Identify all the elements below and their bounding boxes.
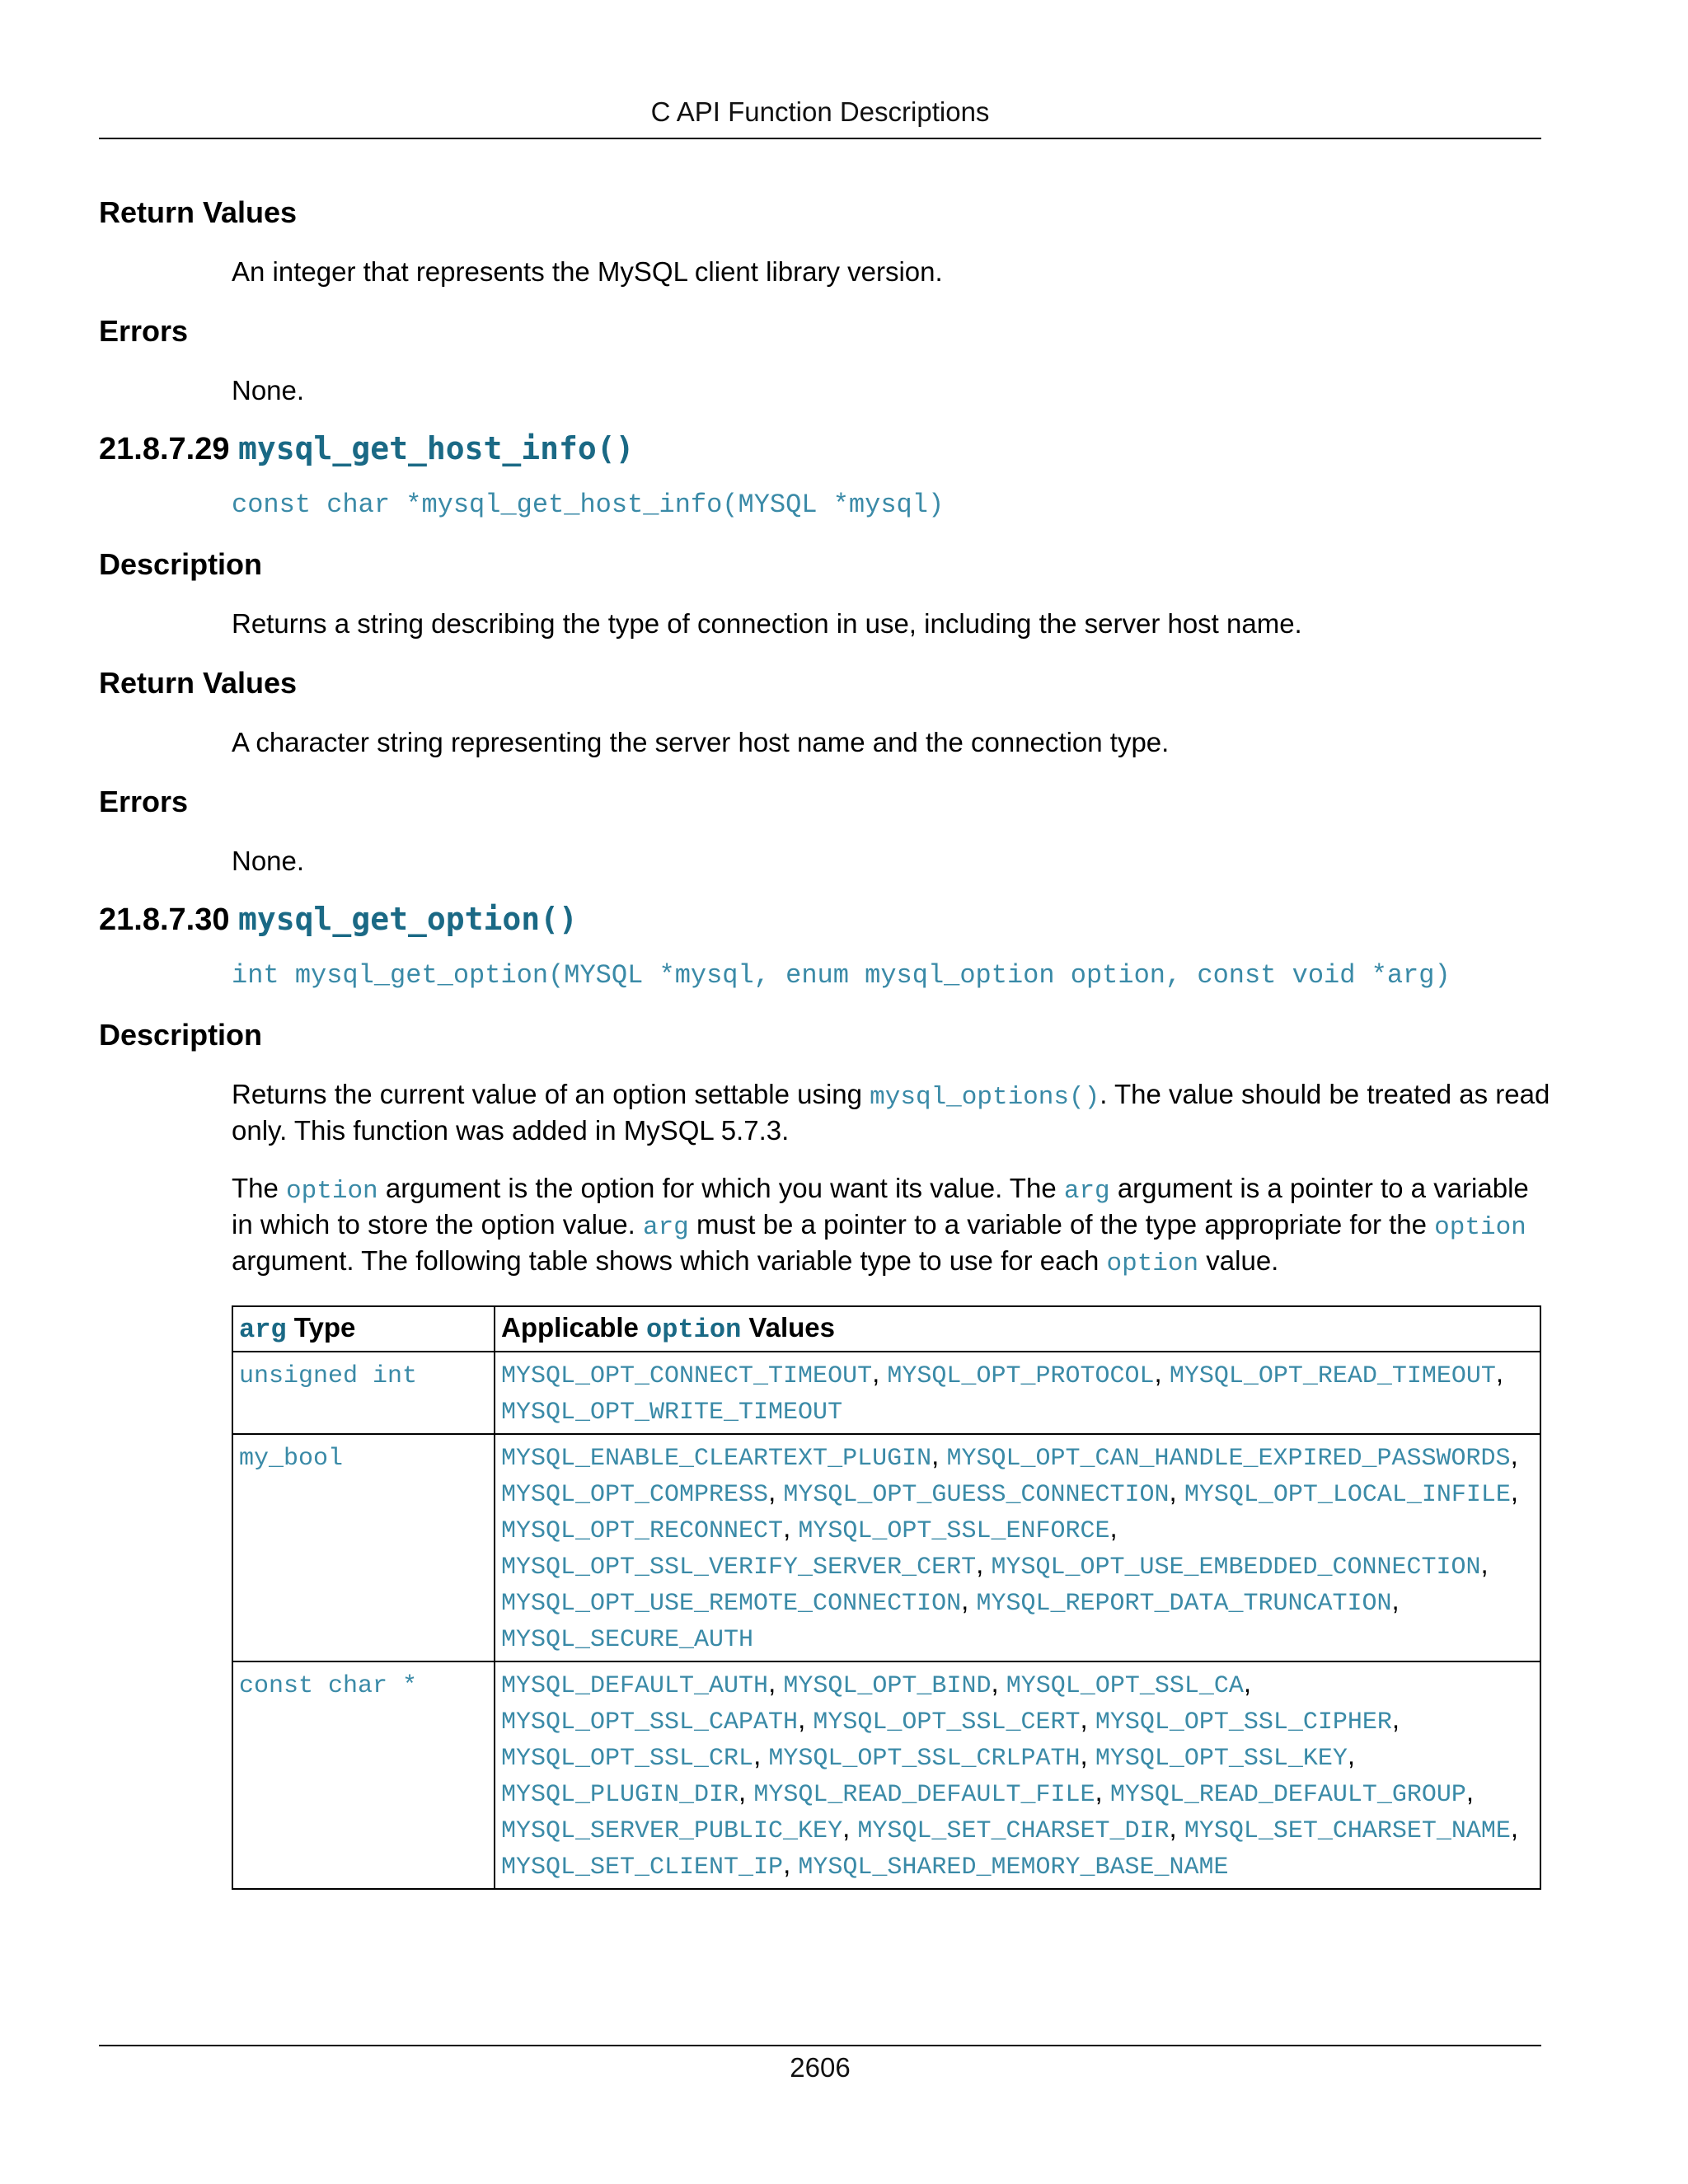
- option-values-cell: MYSQL_OPT_CONNECT_TIMEOUT, MYSQL_OPT_PROTOCOL, MYSQL_OPT_READ_TIMEOUT, MYSQL_OPT_WRITE_TIMEOUT: [495, 1352, 1540, 1434]
- table-header-arg-type: arg Type: [232, 1306, 495, 1352]
- function-signature: int mysql_get_option(MYSQL *mysql, enum mysql_option option, const void *arg): [232, 960, 1451, 991]
- inline-code: option: [1106, 1249, 1199, 1278]
- section-number: 21.8.7.30: [99, 902, 230, 937]
- arg-type: unsigned int: [239, 1362, 418, 1390]
- option-value: MYSQL_PLUGIN_DIR: [501, 1781, 739, 1809]
- option-value: MYSQL_OPT_PROTOCOL: [887, 1362, 1155, 1390]
- arg-type: const char *: [239, 1672, 418, 1700]
- section-title-get-option: [99, 899, 1541, 940]
- option-value: MYSQL_OPT_SSL_ENFORCE: [798, 1517, 1110, 1545]
- option-value: MYSQL_OPT_RECONNECT: [501, 1517, 784, 1545]
- option-value: MYSQL_READ_DEFAULT_FILE: [753, 1781, 1095, 1809]
- option-value: MYSQL_SET_CHARSET_DIR: [857, 1817, 1170, 1845]
- option-values-cell: MYSQL_ENABLE_CLEARTEXT_PLUGIN, MYSQL_OPT_CAN_HANDLE_EXPIRED_PASSWORDS, MYSQL_OPT_COMPRESS, MYSQL_OPT_GUESS_CONNECTION, MYSQL_OPT_LOCAL_INFILE, MYSQL_OPT_RECONNECT, MYSQL_OPT_SSL_ENFORCE, MYSQL_OPT_SSL_VERIFY_SERVER_CERT, MYSQL_OPT_USE_EMBEDDED_CONNECTION, MYSQL_OPT_USE_REMOTE_CONNECTION, MYSQL_REPORT_DATA_TRUNCATION, MYSQL_SECURE_AUTH: [495, 1434, 1540, 1661]
- option-value: MYSQL_OPT_SSL_CERT: [813, 1708, 1081, 1736]
- arg-type-cell: [232, 1352, 495, 1434]
- option-value: MYSQL_OPT_GUESS_CONNECTION: [783, 1481, 1170, 1509]
- description-heading: Description: [99, 547, 263, 581]
- option-value: MYSQL_OPT_SSL_CIPHER: [1095, 1708, 1392, 1736]
- table-header-row: [232, 1306, 1540, 1352]
- option-value: MYSQL_ENABLE_CLEARTEXT_PLUGIN: [501, 1445, 932, 1473]
- section-function-name: mysql_get_host_info(): [238, 430, 635, 466]
- option-value: MYSQL_OPT_USE_REMOTE_CONNECTION: [501, 1590, 962, 1618]
- function-signature: const char *mysql_get_host_info(MYSQL *mysql): [232, 490, 945, 520]
- return-values-heading: Return Values: [99, 195, 298, 229]
- header-rule: [99, 138, 1541, 139]
- option-value: MYSQL_OPT_SSL_KEY: [1095, 1745, 1348, 1773]
- option-value: MYSQL_OPT_USE_EMBEDDED_CONNECTION: [991, 1554, 1481, 1582]
- option-value: MYSQL_OPT_SSL_CRLPATH: [768, 1745, 1081, 1773]
- option-value: MYSQL_REPORT_DATA_TRUNCATION: [976, 1590, 1392, 1618]
- return-values-heading: Return Values: [99, 666, 298, 700]
- option-value: MYSQL_OPT_WRITE_TIMEOUT: [501, 1399, 843, 1427]
- inline-code: option: [286, 1177, 378, 1206]
- option-value: MYSQL_OPT_BIND: [783, 1672, 992, 1700]
- page-content: [99, 194, 1550, 1890]
- errors-text: None.: [232, 375, 305, 405]
- table-row: [232, 1352, 1540, 1434]
- option-value: MYSQL_OPT_SSL_CRL: [501, 1745, 754, 1773]
- description-paragraph-1: Returns the current value of an option settable using mysql_options(). The value should be treated as read only. This function was added in MySQL 5.7.3.: [232, 1079, 1550, 1146]
- arg-type-cell: [232, 1661, 495, 1889]
- inline-code: arg: [642, 1213, 689, 1242]
- option-value: MYSQL_OPT_READ_TIMEOUT: [1169, 1362, 1496, 1390]
- option-value: MYSQL_SERVER_PUBLIC_KEY: [501, 1817, 843, 1845]
- errors-text: None.: [232, 846, 305, 876]
- option-type-table: [232, 1305, 1541, 1890]
- table-row: [232, 1661, 1540, 1889]
- option-value: MYSQL_OPT_LOCAL_INFILE: [1184, 1481, 1511, 1509]
- option-value: MYSQL_DEFAULT_AUTH: [501, 1672, 769, 1700]
- page-number: 2606: [790, 2052, 851, 2083]
- option-value: MYSQL_SET_CHARSET_NAME: [1184, 1817, 1511, 1845]
- option-value: MYSQL_OPT_COMPRESS: [501, 1481, 769, 1509]
- option-value: MYSQL_READ_DEFAULT_GROUP: [1109, 1781, 1466, 1809]
- return-values-text: A character string representing the server host name and the connection type.: [232, 727, 1170, 757]
- option-value: MYSQL_OPT_SSL_CA: [1006, 1672, 1244, 1700]
- running-header: C API Function Descriptions: [650, 96, 990, 127]
- description-text: Returns a string describing the type of connection in use, including the server host name.: [232, 608, 1302, 639]
- option-value: MYSQL_SECURE_AUTH: [501, 1626, 754, 1654]
- option-value: MYSQL_OPT_SSL_VERIFY_SERVER_CERT: [501, 1554, 977, 1582]
- option-value: MYSQL_OPT_CAN_HANDLE_EXPIRED_PASSWORDS: [946, 1445, 1511, 1473]
- table-header-option-values: Applicable option Values: [495, 1306, 1540, 1352]
- option-values-cell: MYSQL_DEFAULT_AUTH, MYSQL_OPT_BIND, MYSQL_OPT_SSL_CA, MYSQL_OPT_SSL_CAPATH, MYSQL_OPT_SSL_CERT, MYSQL_OPT_SSL_CIPHER, MYSQL_OPT_SSL_CRL, MYSQL_OPT_SSL_CRLPATH, MYSQL_OPT_SSL_KEY, MYSQL_PLUGIN_DIR, MYSQL_READ_DEFAULT_FILE, MYSQL_READ_DEFAULT_GROUP, MYSQL_SERVER_PUBLIC_KEY, MYSQL_SET_CHARSET_DIR, MYSQL_SET_CHARSET_NAME, MYSQL_SET_CLIENT_IP, MYSQL_SHARED_MEMORY_BASE_NAME: [495, 1661, 1540, 1889]
- arg-type-cell: [232, 1434, 495, 1661]
- section-number: 21.8.7.29: [99, 432, 230, 466]
- section-function-name: mysql_get_option(): [238, 901, 578, 937]
- section-title-host-info: [99, 429, 1541, 469]
- errors-heading: Errors: [99, 314, 189, 348]
- option-value: MYSQL_SET_CLIENT_IP: [501, 1854, 784, 1882]
- option-value: MYSQL_SHARED_MEMORY_BASE_NAME: [798, 1854, 1229, 1882]
- option-value: MYSQL_OPT_CONNECT_TIMEOUT: [501, 1362, 873, 1390]
- description-paragraph-2: The option argument is the option for which you want its value. The arg argument is a pointer to a variable in which to store the option value. arg must be a pointer to a variable of the type appropriate for the option argument. The following table shows which variable type to use for each option value.: [232, 1173, 1529, 1278]
- inline-code: arg: [1063, 1177, 1110, 1206]
- footer-rule: [99, 2045, 1541, 2046]
- option-value: MYSQL_OPT_SSL_CAPATH: [501, 1708, 799, 1736]
- errors-heading: Errors: [99, 785, 189, 818]
- description-heading: Description: [99, 1018, 263, 1052]
- inline-code: mysql_options(): [870, 1083, 1100, 1112]
- table-row: [232, 1434, 1540, 1661]
- return-values-text: An integer that represents the MySQL client library version.: [232, 256, 943, 287]
- arg-type: my_bool: [239, 1445, 344, 1473]
- inline-code: option: [1434, 1213, 1526, 1242]
